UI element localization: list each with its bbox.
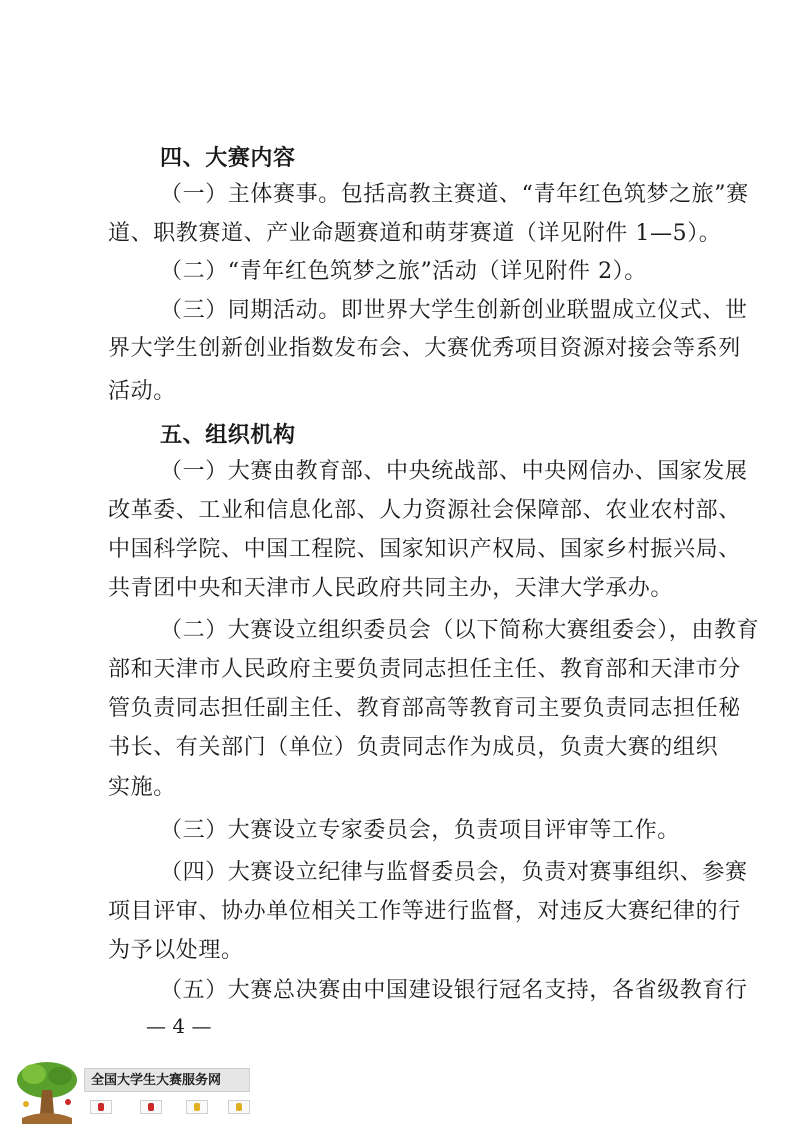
paragraph-line: （三）同期活动。即世界大学生创新创业联盟成立仪式、世 [160,298,748,323]
paragraph-line: 实施。 [108,775,176,800]
paragraph-line: （一）主体赛事。包括高教主赛道、“青年红色筑梦之旅”赛 [160,182,749,207]
paragraph-line: 书长、有关部门（单位）负责同志作为成员，负责大赛的组织 [108,735,719,760]
red-figure-icon[interactable] [90,1100,112,1114]
paragraph-line: 界大学生创新创业指数发布会、大赛优秀项目资源对接会等系列 [108,336,741,361]
tree-logo-icon [12,1056,82,1126]
yellow-icon[interactable] [186,1100,208,1114]
paragraph-line: （二）“青年红色筑梦之旅”活动（详见附件 2）。 [160,259,647,284]
paragraph-line: （四）大赛设立纪律与监督委员会，负责对赛事组织、参赛 [160,860,748,885]
paragraph-line: （五）大赛总决赛由中国建设银行冠名支持，各省级教育行 [160,978,748,1003]
paragraph-line: （二）大赛设立组织委员会（以下简称大赛组委会），由教育 [160,618,760,643]
red-figure-icon[interactable] [140,1100,162,1114]
paragraph-line: 中国科学院、中国工程院、国家知识产权局、国家乡村振兴局、 [108,537,741,562]
paragraph-line: 部和天津市人民政府主要负责同志担任主任、教育部和天津市分 [108,657,741,682]
site-name-banner[interactable]: 全国大学生大赛服务网 [84,1068,250,1092]
section-heading-contest-content: 四、大赛内容 [160,146,296,171]
paragraph-line: 共青团中央和天津市人民政府共同主办，天津大学承办。 [108,576,674,601]
paragraph-line: 管负责同志担任副主任、教育部高等教育司主要负责同志担任秘 [108,696,741,721]
page-number: — 4 — [146,1014,212,1038]
paragraph-line: 道、职教赛道、产业命题赛道和萌芽赛道（详见附件 1—5）。 [108,221,722,246]
paragraph-line: 改革委、工业和信息化部、人力资源社会保障部、农业农村部、 [108,498,741,523]
yellow-icon[interactable] [228,1100,250,1114]
section-heading-organization: 五、组织机构 [160,423,296,448]
paragraph-line: 为予以处理。 [108,938,244,963]
paragraph-line: 活动。 [108,379,176,404]
paragraph-line: 项目评审、协办单位相关工作等进行监督，对违反大赛纪律的行 [108,899,741,924]
paragraph-line: （三）大赛设立专家委员会，负责项目评审等工作。 [160,818,680,843]
paragraph-line: （一）大赛由教育部、中央统战部、中央网信办、国家发展 [160,459,748,484]
